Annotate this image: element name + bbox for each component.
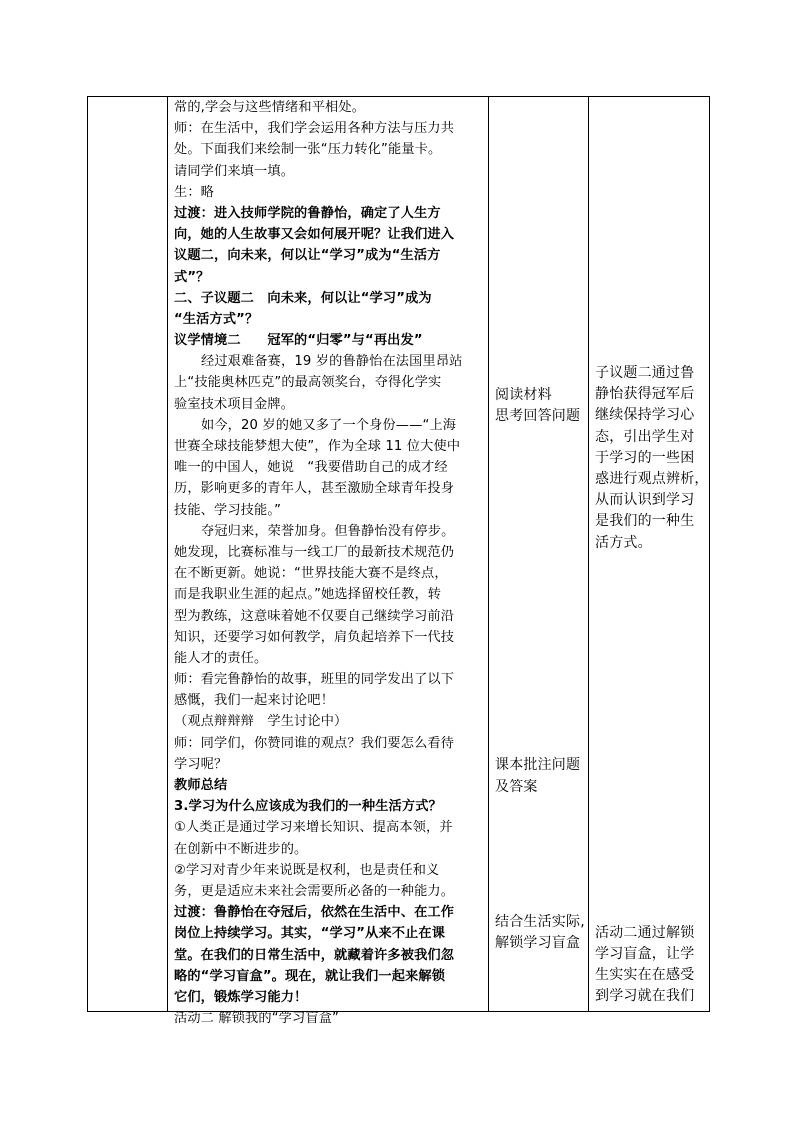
student-activity-line: 解锁学习盲盒 bbox=[495, 934, 581, 951]
design-intent-line: 于学习的一些困 bbox=[595, 449, 695, 466]
content-line: 历，影响更多的青年人，甚至激励全球青年投身 bbox=[174, 481, 455, 497]
content-line: 议学情境二 冠军的“归零”与“再出发” bbox=[174, 333, 423, 349]
content-line: 在不断更新。她说：“世界技能大赛不是终点， bbox=[174, 566, 448, 582]
content-line: 生：略 bbox=[174, 184, 215, 200]
design-intent-cell bbox=[589, 97, 710, 1012]
content-line: 知识，还要学习如何教学，肩负起培养下一代技 bbox=[174, 629, 455, 645]
content-line: 教师总结 bbox=[174, 778, 228, 793]
student-activity-line: 阅读材料 bbox=[495, 387, 552, 403]
design-intent-line: 静怡获得冠军后 bbox=[595, 386, 695, 403]
design-intent-line: 从而认识到学习 bbox=[595, 492, 695, 509]
content-line: 世赛全球技能梦想大使”，作为全球 11 位大使中 bbox=[174, 439, 461, 454]
content-line: 3.学习为什么应该成为我们的一种生活方式？ bbox=[174, 799, 442, 815]
content-line: 活动二 解锁我的“学习盲盒” bbox=[174, 1011, 340, 1027]
content-line: 请同学们来填一填。 bbox=[174, 163, 295, 179]
design-intent-line: 子议题二通过鲁 bbox=[595, 365, 695, 381]
content-line: 学习呢？ bbox=[174, 756, 228, 772]
student-activity-line: 结合生活实际, bbox=[495, 913, 585, 930]
content-line: 验室技术项目金牌。 bbox=[174, 396, 295, 412]
content-line: 处。下面我们来绘制一张“压力转化”能量卡。 bbox=[174, 142, 442, 158]
teaching-process-cell bbox=[168, 97, 489, 1027]
table-row bbox=[88, 97, 710, 1012]
content-line: 它们，锻炼学习能力！ bbox=[174, 989, 308, 1005]
content-line: 议题二，向未来，何以让“学习”成为“生活方 bbox=[174, 248, 441, 264]
content-line: ②学习对青少年来说既是权利，也是责任和义 bbox=[174, 862, 440, 878]
design-intent-line: 继续保持学习心 bbox=[595, 407, 695, 424]
design-intent-line: 是我们的一种生 bbox=[595, 513, 695, 530]
content-line: 她发现，比赛标准与一线工厂的最新技术规范仍 bbox=[174, 544, 455, 560]
design-intent-line: 态，引出学生对 bbox=[595, 428, 695, 445]
content-line: ①人类正是通过学习来增长知识、提高本领，并 bbox=[174, 820, 453, 836]
content-line: 能人才的责任。 bbox=[174, 650, 268, 666]
content-line: 略的“学习盲盒”。现在，就让我们一起来解锁 bbox=[174, 968, 446, 984]
section-column-cell bbox=[88, 97, 168, 1012]
design-intent-line: 到学习就在我们 bbox=[595, 988, 695, 1005]
content-line: 向，她的人生故事又会如何展开呢？让我们进入 bbox=[174, 227, 455, 243]
content-line: 感慨，我们一起来讨论吧！ bbox=[174, 693, 335, 709]
content-line: 在创新中不断进步的。 bbox=[174, 841, 308, 857]
design-intent-line: 活动二通过解锁 bbox=[595, 924, 695, 941]
content-line: 常的,学会与这些情绪和平相处。 bbox=[174, 100, 366, 115]
student-activity-line: 及答案 bbox=[495, 778, 538, 795]
content-line: 师：同学们，你赞同谁的观点？我们要怎么看待 bbox=[174, 735, 455, 751]
content-line: 经过艰难备赛，19 岁的鲁静怡在法国里昂站 bbox=[201, 354, 463, 370]
content-line: 过渡：进入技师学院的鲁静怡，确定了人生方 bbox=[174, 205, 441, 221]
content-line: （观点辩辩辩 学生讨论中） bbox=[174, 714, 348, 730]
content-line: 唯一的中国人，她说 “我要借助自己的成才经 bbox=[174, 460, 448, 476]
content-line: 型为教练，这意味着她不仅要自己继续学习前沿 bbox=[174, 608, 455, 624]
student-activity-line: 思考回答问题 bbox=[495, 408, 581, 425]
content-line: 夺冠归来，荣誉加身。但鲁静怡没有停步。 bbox=[201, 523, 455, 539]
content-line: 上“技能奥林匹克”的最高领奖台，夺得化学实 bbox=[174, 375, 442, 391]
content-line: 而是我职业生涯的起点。”她选择留校任教，转 bbox=[174, 587, 442, 603]
design-intent-line: 生实实在在感受 bbox=[595, 967, 695, 984]
design-intent-line: 活方式。 bbox=[595, 534, 652, 551]
design-intent-line: 学习盲盒，让学 bbox=[595, 945, 695, 962]
content-line: 技能、学习技能。” bbox=[174, 502, 282, 518]
student-activity-cell bbox=[489, 97, 589, 1012]
content-line: 师：在生活中，我们学会运用各种方法与压力共 bbox=[174, 121, 455, 137]
student-activity-line: 课本批注问题 bbox=[495, 757, 581, 774]
content-line: “生活方式”？ bbox=[174, 311, 259, 327]
design-intent-line: 惑进行观点辨析， bbox=[595, 470, 709, 487]
content-line: 如今，20 岁的她又多了一个身份——“上海 bbox=[201, 417, 457, 433]
content-line: 堂。在我们的日常生活中，就藏着许多被我们忽 bbox=[174, 947, 455, 963]
content-line: 过渡：鲁静怡在夺冠后，依然在生活中、在工作 bbox=[174, 905, 455, 921]
content-line: 岗位上持续学习。其实，“学习”从来不止在课 bbox=[174, 926, 446, 942]
content-line: 师：看完鲁静怡的故事，班里的同学发出了以下 bbox=[174, 672, 455, 688]
lesson-plan-table bbox=[87, 96, 710, 1027]
content-line: 务，更是适应未来社会需要所必备的一种能力。 bbox=[174, 883, 455, 899]
content-line: 式”？ bbox=[174, 269, 210, 285]
content-line: 二、子议题二 向未来，何以让“学习”成为 bbox=[174, 290, 432, 306]
